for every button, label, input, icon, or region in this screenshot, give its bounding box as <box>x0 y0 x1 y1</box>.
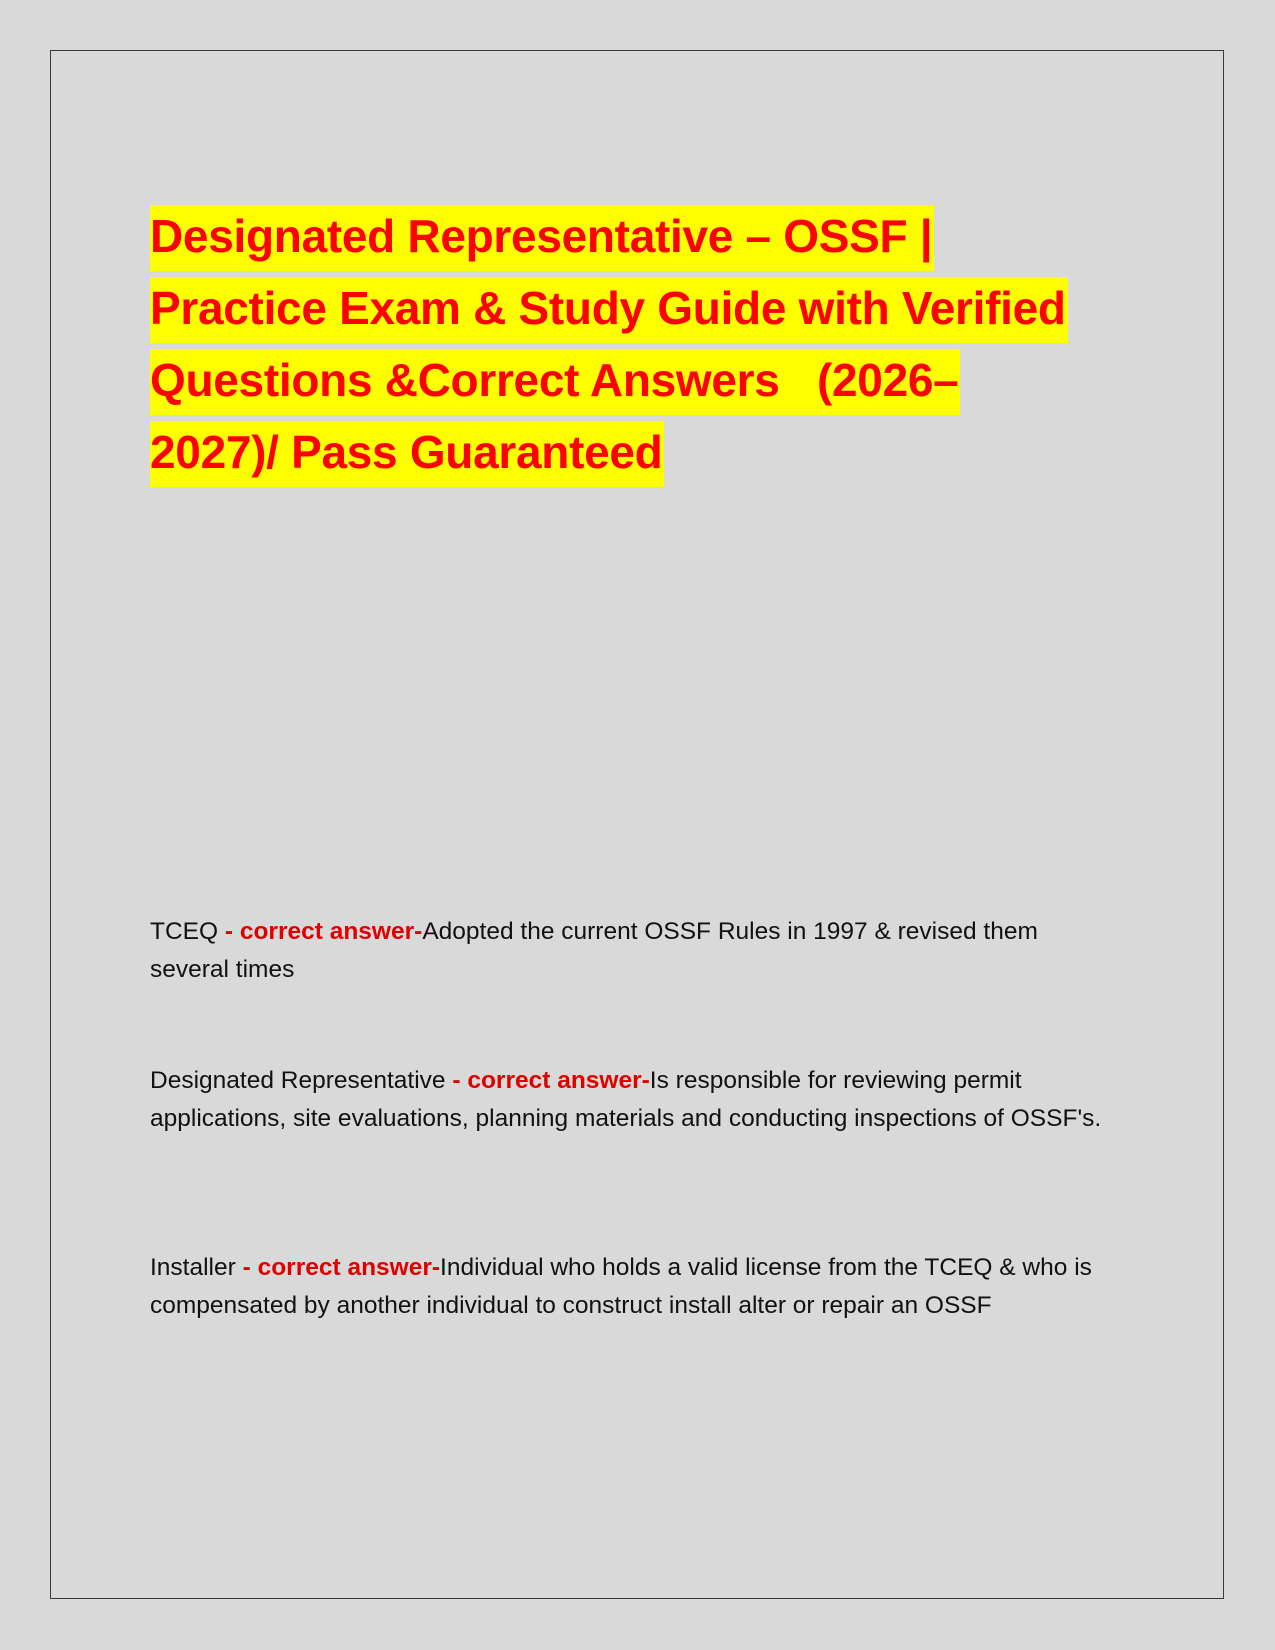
title-line-3: Questions &Correct Answers (2026– <box>150 349 960 415</box>
qa-term: Installer <box>150 1254 236 1281</box>
title-line-2: Practice Exam & Study Guide with Verified <box>150 277 1068 343</box>
qa-term: Designated Representative <box>150 1067 446 1094</box>
title-line-1: Designated Representative – OSSF | <box>150 205 934 271</box>
qa-separator: - correct answer- <box>235 1254 441 1281</box>
title-line-4: 2027)/ Pass Guaranteed <box>150 421 664 487</box>
qa-separator: - correct answer- <box>445 1067 650 1094</box>
qa-definition: Is responsible for reviewing permit applications, site evaluations, planning materials and conducting inspections of OSSF's. <box>150 1067 1102 1132</box>
qa-separator: - correct answer- <box>218 918 423 945</box>
qa-definition: Individual who holds a valid license from the TCEQ & who is compensated by another individual to construct install alter or repair an OSSF <box>150 1254 1092 1319</box>
document-title <box>150 205 1130 493</box>
qa-item-tceq <box>150 913 1110 989</box>
qa-definition: Adopted the current OSSF Rules in 1997 & revised them several times <box>150 918 1038 983</box>
qa-term: TCEQ <box>150 918 219 945</box>
qa-item-installer <box>150 1249 1110 1325</box>
qa-item-designated-representative <box>150 1062 1110 1138</box>
